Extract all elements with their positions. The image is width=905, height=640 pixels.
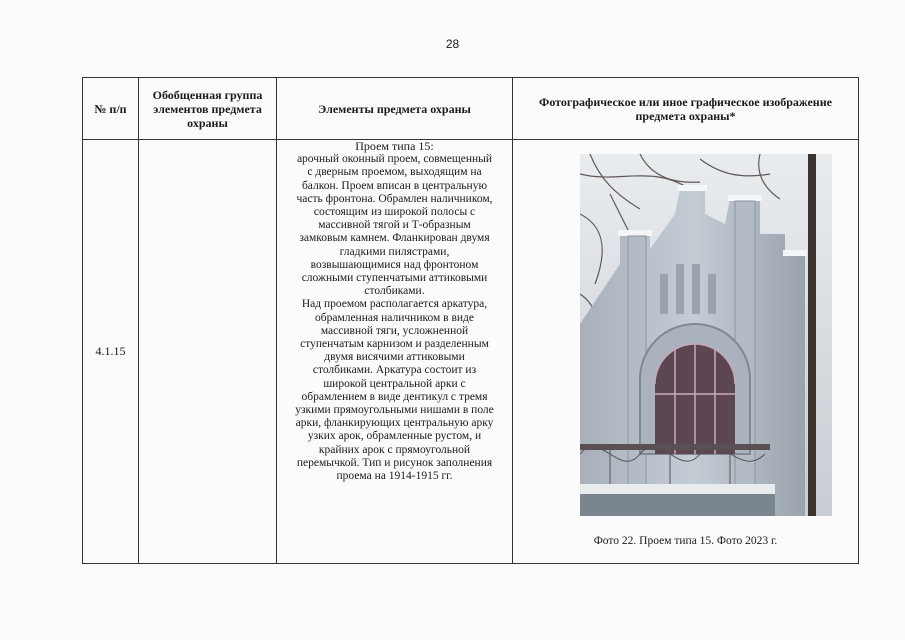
row-group (139, 140, 277, 564)
header-num: № п/п (83, 78, 139, 140)
building-photo (580, 154, 832, 516)
heritage-elements-table (82, 77, 859, 564)
row-photo-cell (513, 140, 859, 564)
page-number: 28 (445, 37, 460, 51)
header-photo: Фотографическое или иное графическое изображение предмета охраны* (513, 78, 859, 140)
header-elements: Элементы предмета охраны (277, 78, 513, 140)
row-num: 4.1.15 (83, 140, 139, 564)
facade-illustration (580, 154, 832, 516)
table-header-row (83, 78, 859, 140)
elements-description: арочный оконный проем, совмещенный с дверным проемом, выходящим на балкон. Проем вписан в центральную часть фронтона. Обрамлен наличником, состоящим из широкой полосы с массивной тягой и Т-образным замковым камнем. Фланкирован двумя гладкими пилястрами, возвышающимися над фронтоном сложными ступенчатыми аттиковыми столбиками. Над проемом располагается аркатура, обрамленная наличником в виде массивной тяги, усложненной ступенчатым карнизом и разделенным двумя висячими аттиковыми столбиками. Аркатура состоит из широкой центральной арки с обрамлением в виде дентикул с тремя узкими прямоугольными нишами в поле арки, фланкирующих центральную арку узких арок, обрамленные рустом, и крайних арок с прямоугольной перемычкой. Тип и рисунок заполнения проема на 1914-1915 гг. (295, 153, 494, 483)
header-group: Обобщенная группа элементов предмета охраны (139, 78, 277, 140)
table-row (83, 140, 859, 564)
elements-title: Проем типа 15: (355, 139, 434, 153)
photo-caption: Фото 22. Проем типа 15. Фото 2023 г. (593, 535, 778, 547)
row-elements (277, 140, 513, 564)
